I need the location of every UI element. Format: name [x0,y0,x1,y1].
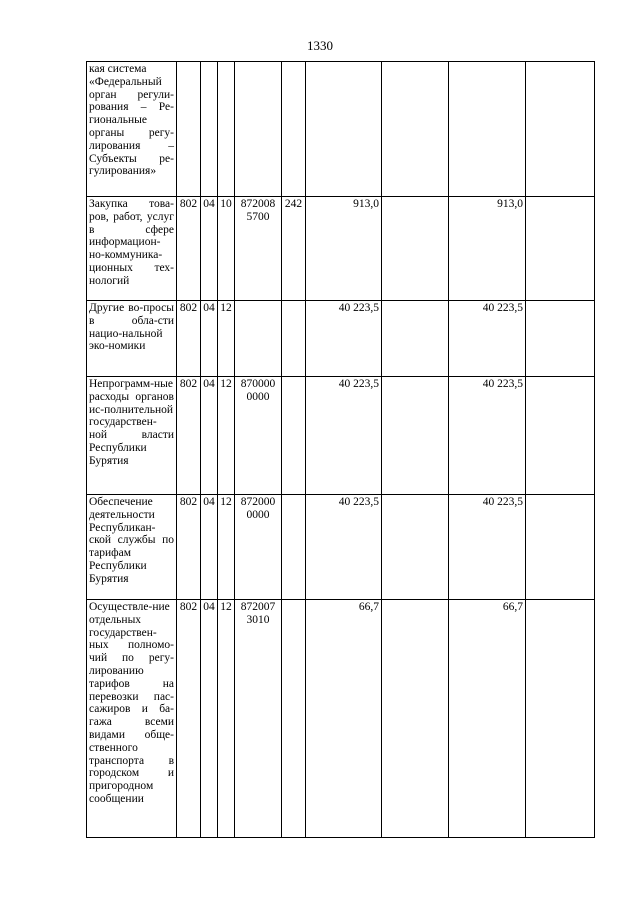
row-name: Обеспечение деятельности Республикан-ской службы по тарифам Республики Бурятия [87,495,177,600]
expense-code [282,62,306,197]
subsection-code: 12 [218,301,235,377]
empty-cell [526,197,595,301]
row-name: Осуществле-ние отдельных государствен-ных полномо-чий по регу-лированию тарифов на перевозки пас-сажиров и ба-гажа всеми видами обще-ственного транспорта в городском и пригородном сообщении [87,600,177,838]
amount: 66,7 [306,600,382,838]
empty-cell [382,301,449,377]
ministry-code: 802 [177,495,201,600]
row-name: кая система «Федеральный орган регули-рования – Ре-гиональные органы регу-лирования – Субъекты ре-гулирования» [87,62,177,197]
ministry-code: 802 [177,600,201,838]
target-code [235,62,282,197]
subsection-code [218,62,235,197]
row-name: Другие во-просы в обла-сти нацио-нальной эко-номики [87,301,177,377]
empty-cell [382,495,449,600]
target-code [235,301,282,377]
amount: 913,0 [306,197,382,301]
table-row [87,495,595,600]
ministry-code: 802 [177,377,201,495]
empty-cell [526,495,595,600]
amount-2: 40 223,5 [449,301,526,377]
table-row [87,301,595,377]
amount-2: 913,0 [449,197,526,301]
ministry-code: 802 [177,197,201,301]
row-name: Непрограмм-ные расходы органов ис-полнительной государствен-ной власти Республики Бурятия [87,377,177,495]
ministry-code [177,62,201,197]
section-code: 04 [201,600,218,838]
row-name: Закупка това-ров, работ, услуг в сфере информацион-но-коммуника-ционных тех-нологий [87,197,177,301]
empty-cell [526,301,595,377]
expense-code [282,377,306,495]
expense-code: 242 [282,197,306,301]
table-row [87,197,595,301]
target-code: 872000 0000 [235,495,282,600]
section-code: 04 [201,495,218,600]
empty-cell [382,62,449,197]
target-code: 872007 3010 [235,600,282,838]
subsection-code: 12 [218,377,235,495]
subsection-code: 12 [218,495,235,600]
table-row [87,377,595,495]
section-code: 04 [201,301,218,377]
budget-table [86,61,595,838]
amount-2 [449,62,526,197]
subsection-code: 10 [218,197,235,301]
amount: 40 223,5 [306,495,382,600]
amount: 40 223,5 [306,301,382,377]
section-code: 04 [201,197,218,301]
empty-cell [526,377,595,495]
empty-cell [526,600,595,838]
amount-2: 66,7 [449,600,526,838]
target-code: 870000 0000 [235,377,282,495]
table-row [87,600,595,838]
empty-cell [526,62,595,197]
target-code: 872008 5700 [235,197,282,301]
page-number: 1330 [307,38,333,53]
subsection-code: 12 [218,600,235,838]
amount-2: 40 223,5 [449,377,526,495]
expense-code [282,495,306,600]
empty-cell [382,197,449,301]
amount [306,62,382,197]
expense-code [282,600,306,838]
amount-2: 40 223,5 [449,495,526,600]
table-row [87,62,595,197]
ministry-code: 802 [177,301,201,377]
expense-code [282,301,306,377]
section-code: 04 [201,377,218,495]
empty-cell [382,600,449,838]
empty-cell [382,377,449,495]
section-code [201,62,218,197]
amount: 40 223,5 [306,377,382,495]
